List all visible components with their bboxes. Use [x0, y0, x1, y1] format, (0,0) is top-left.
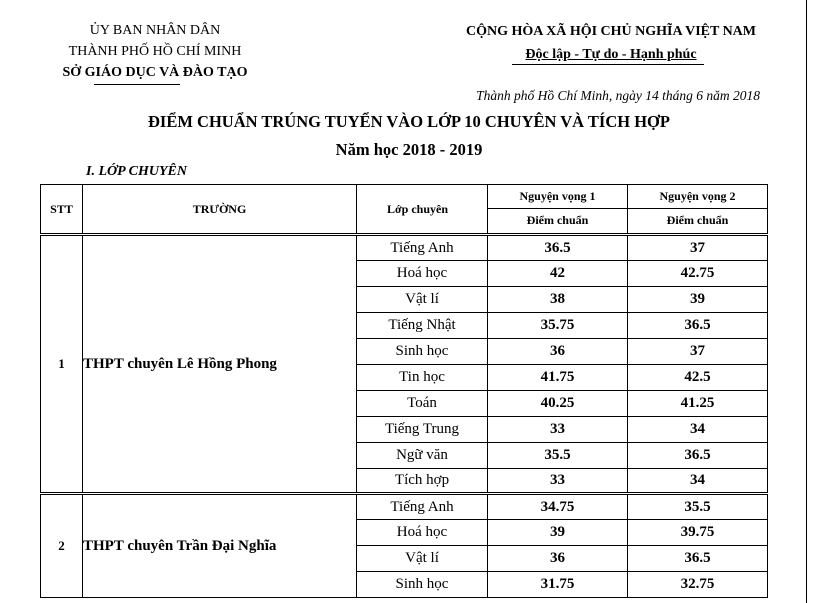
header-diem2: Điểm chuẩn: [628, 208, 768, 234]
agency-line-3: SỞ GIÁO DỤC VÀ ĐÀO TẠO: [62, 65, 248, 80]
score-nv1-cell: 41.75: [488, 365, 628, 391]
national-header: [448, 20, 774, 66]
subject-cell: Sinh học: [357, 572, 488, 598]
national-motto: Độc lập - Tự do - Hạnh phúc: [525, 47, 697, 62]
score-nv1-cell: 36.5: [488, 235, 628, 261]
header-diem1: Điểm chuẩn: [488, 208, 628, 234]
subject-cell: Tiếng Trung: [357, 417, 488, 443]
table-header: [41, 185, 768, 235]
subject-cell: Hoá học: [357, 520, 488, 546]
score-nv1-cell: 38: [488, 287, 628, 313]
subject-cell: Tích hợp: [357, 469, 488, 494]
score-nv2-cell: 42.75: [628, 261, 768, 287]
agency-header: [40, 20, 270, 83]
header-nv1: Nguyện vọng 1: [488, 185, 628, 209]
subject-cell: Toán: [357, 391, 488, 417]
score-nv1-cell: 34.75: [488, 494, 628, 520]
page-edge-line: [806, 0, 807, 603]
school-name: THPT chuyên Trần Đại Nghĩa: [83, 494, 357, 598]
subject-cell: Sinh học: [357, 339, 488, 365]
score-nv2-cell: 36.5: [628, 546, 768, 572]
subject-cell: Tiếng Anh: [357, 494, 488, 520]
score-nv1-cell: 35.75: [488, 313, 628, 339]
score-nv1-cell: 31.75: [488, 572, 628, 598]
score-nv2-cell: 32.75: [628, 572, 768, 598]
school-stt: 2: [41, 494, 83, 598]
score-nv2-cell: 37: [628, 235, 768, 261]
score-nv1-cell: 33: [488, 417, 628, 443]
agency-line-2: THÀNH PHỐ HỒ CHÍ MINH: [68, 44, 242, 59]
document-date: Thành phố Hồ Chí Minh, ngày 14 tháng 6 năm 2018: [476, 88, 760, 103]
score-nv2-cell: 37: [628, 339, 768, 365]
header-nv2: Nguyện vọng 2: [628, 185, 768, 209]
school-group-2: [41, 494, 768, 598]
score-nv2-cell: 36.5: [628, 313, 768, 339]
school-stt: 1: [41, 235, 83, 494]
score-nv1-cell: 33: [488, 469, 628, 494]
score-nv2-cell: 35.5: [628, 494, 768, 520]
national-title: CỘNG HÒA XÃ HỘI CHỦ NGHĨA VIỆT NAM: [465, 24, 756, 39]
score-nv2-cell: 34: [628, 469, 768, 494]
section-heading: I. LỚP CHUYÊN: [86, 164, 187, 179]
table-row: [41, 494, 768, 520]
score-nv2-cell: 34: [628, 417, 768, 443]
motto-divider: [512, 64, 704, 65]
header-stt: STT: [41, 185, 83, 235]
score-nv1-cell: 39: [488, 520, 628, 546]
school-name: THPT chuyên Lê Hồng Phong: [83, 235, 357, 494]
score-nv1-cell: 35.5: [488, 443, 628, 469]
header-truong: TRƯỜNG: [83, 185, 357, 235]
header-lop: Lớp chuyên: [357, 185, 488, 235]
score-nv1-cell: 40.25: [488, 391, 628, 417]
table-row: [41, 235, 768, 261]
score-nv2-cell: 41.25: [628, 391, 768, 417]
subject-cell: Ngữ văn: [357, 443, 488, 469]
subject-cell: Tiếng Anh: [357, 235, 488, 261]
subject-cell: Hoá học: [357, 261, 488, 287]
score-nv2-cell: 36.5: [628, 443, 768, 469]
score-nv2-cell: 39: [628, 287, 768, 313]
score-nv1-cell: 36: [488, 546, 628, 572]
subject-cell: Tiếng Nhật: [357, 313, 488, 339]
document-title: ĐIỂM CHUẨN TRÚNG TUYỂN VÀO LỚP 10 CHUYÊN VÀ TÍCH HỢP: [148, 112, 670, 131]
subject-cell: Vật lí: [357, 287, 488, 313]
score-nv2-cell: 39.75: [628, 520, 768, 546]
school-group-1: [41, 235, 768, 494]
agency-divider: [94, 84, 180, 85]
score-nv2-cell: 42.5: [628, 365, 768, 391]
agency-line-1: ỦY BAN NHÂN DÂN: [89, 23, 221, 38]
score-nv1-cell: 42: [488, 261, 628, 287]
document-subtitle: Năm học 2018 - 2019: [335, 140, 483, 159]
subject-cell: Vật lí: [357, 546, 488, 572]
score-nv1-cell: 36: [488, 339, 628, 365]
subject-cell: Tin học: [357, 365, 488, 391]
score-table: [40, 184, 768, 598]
